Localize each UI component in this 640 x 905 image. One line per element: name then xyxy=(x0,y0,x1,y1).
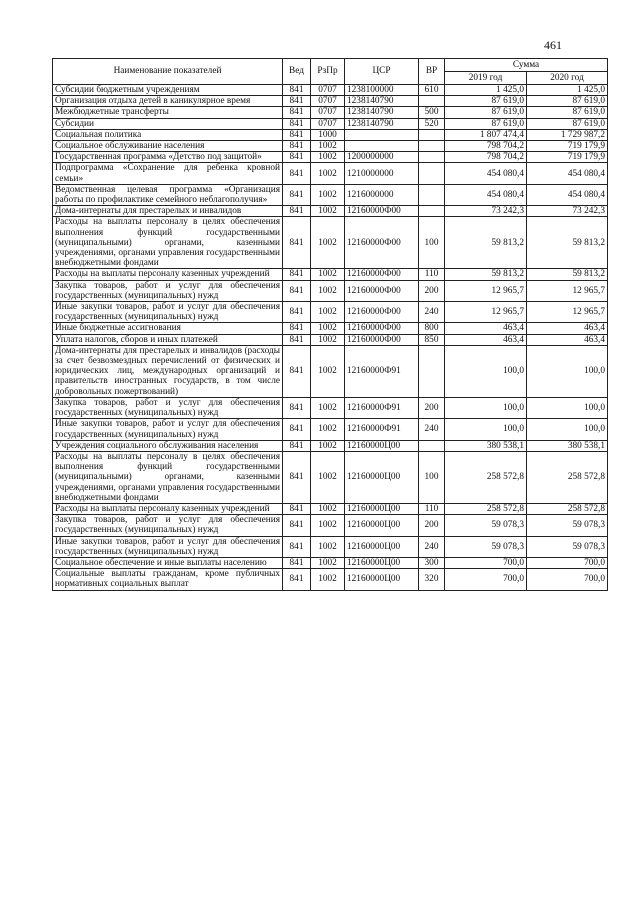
cell-sum-2019: 59 078,3 xyxy=(445,536,527,557)
cell-vr: 300 xyxy=(419,557,445,568)
cell-vr xyxy=(419,440,445,451)
table-row xyxy=(53,440,608,451)
cell-csr: 12160000Ф00 xyxy=(345,302,419,323)
header-rzpr: РзПр xyxy=(311,59,345,85)
table-row xyxy=(53,269,608,280)
cell-csr: 12160000Ф00 xyxy=(345,323,419,334)
cell-name: Уплата налогов, сборов и иных платежей xyxy=(53,334,283,345)
cell-sum-2019: 100,0 xyxy=(445,419,527,440)
cell-name: Субсидии бюджетным учреждениям xyxy=(53,85,283,96)
cell-ved: 841 xyxy=(283,419,311,440)
cell-ved: 841 xyxy=(283,515,311,536)
table-row xyxy=(53,96,608,107)
cell-sum-2020: 258 572,8 xyxy=(527,451,608,503)
cell-rzpr: 1002 xyxy=(311,184,345,205)
cell-name: Иные закупки товаров, работ и услуг для обеспечения государственных (муниципальных) нужд xyxy=(53,419,283,440)
cell-sum-2020: 719 179,9 xyxy=(527,152,608,163)
cell-name: Учреждения социального обслуживания населения xyxy=(53,440,283,451)
cell-csr: 12160000Ф00 xyxy=(345,217,419,269)
cell-vr: 520 xyxy=(419,118,445,129)
cell-ved: 841 xyxy=(283,440,311,451)
cell-vr: 100 xyxy=(419,451,445,503)
cell-sum-2019: 454 080,4 xyxy=(445,163,527,184)
cell-rzpr: 1002 xyxy=(311,206,345,217)
cell-name: Социальная политика xyxy=(53,129,283,140)
table-row xyxy=(53,515,608,536)
cell-csr: 12160000Ф00 xyxy=(345,269,419,280)
cell-rzpr: 1002 xyxy=(311,397,345,418)
header-vr: ВР xyxy=(419,59,445,85)
cell-vr: 200 xyxy=(419,280,445,301)
cell-csr: 1200000000 xyxy=(345,152,419,163)
cell-rzpr: 1000 xyxy=(311,129,345,140)
table-row xyxy=(53,206,608,217)
cell-name: Закупка товаров, работ и услуг для обеспечения государственных (муниципальных) нужд xyxy=(53,280,283,301)
cell-csr: 12160000Ф91 xyxy=(345,419,419,440)
table-row xyxy=(53,536,608,557)
cell-rzpr: 1002 xyxy=(311,557,345,568)
cell-sum-2020: 1 729 987,2 xyxy=(527,129,608,140)
header-ved: Вед xyxy=(283,59,311,85)
cell-csr: 1238140790 xyxy=(345,96,419,107)
table-row xyxy=(53,152,608,163)
cell-name: Государственная программа «Детство под защитой» xyxy=(53,152,283,163)
header-year-2019: 2019 год xyxy=(445,72,527,85)
cell-sum-2020: 87 619,0 xyxy=(527,96,608,107)
cell-rzpr: 1002 xyxy=(311,141,345,152)
cell-sum-2019: 258 572,8 xyxy=(445,451,527,503)
cell-ved: 841 xyxy=(283,96,311,107)
cell-rzpr: 1002 xyxy=(311,345,345,397)
cell-name: Расходы на выплаты персоналу в целях обеспечения выполнения функций государственными (муниципальными) органами, казенными учреждениями, органами управления государственными внебюджетными фондами xyxy=(53,217,283,269)
cell-sum-2019: 59 813,2 xyxy=(445,217,527,269)
cell-sum-2020: 12 965,7 xyxy=(527,280,608,301)
cell-ved: 841 xyxy=(283,557,311,568)
cell-name: Закупка товаров, работ и услуг для обеспечения государственных (муниципальных) нужд xyxy=(53,515,283,536)
cell-rzpr: 1002 xyxy=(311,152,345,163)
cell-vr xyxy=(419,152,445,163)
cell-ved: 841 xyxy=(283,163,311,184)
table-row xyxy=(53,557,608,568)
cell-name: Социальное обслуживание населения xyxy=(53,141,283,152)
cell-name: Дома-интернаты для престарелых и инвалидов xyxy=(53,206,283,217)
table-row xyxy=(53,280,608,301)
cell-csr: 12160000Ц00 xyxy=(345,557,419,568)
cell-sum-2019: 12 965,7 xyxy=(445,302,527,323)
cell-vr: 320 xyxy=(419,569,445,590)
cell-csr: 12160000Ф00 xyxy=(345,206,419,217)
cell-rzpr: 1002 xyxy=(311,280,345,301)
cell-csr: 1238100000 xyxy=(345,85,419,96)
cell-sum-2019: 700,0 xyxy=(445,557,527,568)
cell-vr: 610 xyxy=(419,85,445,96)
cell-vr xyxy=(419,163,445,184)
cell-sum-2020: 87 619,0 xyxy=(527,107,608,118)
cell-vr: 110 xyxy=(419,269,445,280)
cell-ved: 841 xyxy=(283,451,311,503)
cell-name: Субсидии xyxy=(53,118,283,129)
table-row xyxy=(53,419,608,440)
cell-name: Ведомственная целевая программа «Организация работы по профилактике семейного неблагополучия» xyxy=(53,184,283,205)
cell-sum-2019: 700,0 xyxy=(445,569,527,590)
header-year-2020: 2020 год xyxy=(527,72,608,85)
cell-rzpr: 1002 xyxy=(311,334,345,345)
cell-name: Расходы на выплаты персоналу в целях обеспечения выполнения функций государственными (муниципальными) органами, казенными учреждениями, органами управления государственными внебюджетными фондами xyxy=(53,451,283,503)
cell-ved: 841 xyxy=(283,345,311,397)
cell-sum-2020: 463,4 xyxy=(527,323,608,334)
cell-ved: 841 xyxy=(283,397,311,418)
cell-ved: 841 xyxy=(283,152,311,163)
cell-ved: 841 xyxy=(283,323,311,334)
cell-vr: 110 xyxy=(419,503,445,514)
cell-rzpr: 1002 xyxy=(311,503,345,514)
cell-sum-2019: 798 704,2 xyxy=(445,152,527,163)
cell-sum-2019: 87 619,0 xyxy=(445,96,527,107)
cell-csr: 12160000Ф00 xyxy=(345,334,419,345)
cell-ved: 841 xyxy=(283,184,311,205)
cell-name: Организация отдыха детей в каникулярное время xyxy=(53,96,283,107)
cell-name: Иные бюджетные ассигнования xyxy=(53,323,283,334)
cell-name: Расходы на выплаты персоналу казенных учреждений xyxy=(53,269,283,280)
cell-sum-2019: 380 538,1 xyxy=(445,440,527,451)
header-name: Наименование показателей xyxy=(53,59,283,85)
page-number: 461 xyxy=(544,38,562,52)
cell-rzpr: 1002 xyxy=(311,419,345,440)
cell-csr xyxy=(345,141,419,152)
cell-ved: 841 xyxy=(283,569,311,590)
cell-sum-2020: 59 813,2 xyxy=(527,217,608,269)
cell-sum-2019: 100,0 xyxy=(445,397,527,418)
cell-sum-2020: 87 619,0 xyxy=(527,118,608,129)
cell-csr: 1210000000 xyxy=(345,163,419,184)
cell-vr: 240 xyxy=(419,302,445,323)
table-row xyxy=(53,118,608,129)
cell-vr xyxy=(419,96,445,107)
cell-csr: 12160000Ф91 xyxy=(345,345,419,397)
cell-name: Закупка товаров, работ и услуг для обеспечения государственных (муниципальных) нужд xyxy=(53,397,283,418)
cell-csr: 12160000Ф00 xyxy=(345,280,419,301)
table-row xyxy=(53,569,608,590)
cell-sum-2019: 87 619,0 xyxy=(445,118,527,129)
cell-name: Социальные выплаты гражданам, кроме публичных нормативных социальных выплат xyxy=(53,569,283,590)
cell-csr: 12160000Ц00 xyxy=(345,440,419,451)
cell-name: Иные закупки товаров, работ и услуг для обеспечения государственных (муниципальных) нужд xyxy=(53,302,283,323)
cell-sum-2020: 100,0 xyxy=(527,419,608,440)
cell-sum-2019: 1 807 474,4 xyxy=(445,129,527,140)
cell-rzpr: 0707 xyxy=(311,107,345,118)
table-row xyxy=(53,184,608,205)
cell-sum-2020: 719 179,9 xyxy=(527,141,608,152)
header-csr: ЦСР xyxy=(345,59,419,85)
cell-sum-2019: 100,0 xyxy=(445,345,527,397)
cell-sum-2020: 100,0 xyxy=(527,397,608,418)
cell-rzpr: 1002 xyxy=(311,217,345,269)
table-header xyxy=(53,59,608,85)
cell-csr: 12160000Ц00 xyxy=(345,569,419,590)
table-body xyxy=(53,85,608,591)
cell-sum-2020: 454 080,4 xyxy=(527,163,608,184)
cell-rzpr: 1002 xyxy=(311,536,345,557)
cell-sum-2020: 463,4 xyxy=(527,334,608,345)
cell-vr xyxy=(419,345,445,397)
cell-vr: 800 xyxy=(419,323,445,334)
budget-table xyxy=(52,58,608,591)
cell-csr: 12160000Ф91 xyxy=(345,397,419,418)
cell-ved: 841 xyxy=(283,129,311,140)
cell-vr: 850 xyxy=(419,334,445,345)
cell-rzpr: 1002 xyxy=(311,163,345,184)
cell-vr: 100 xyxy=(419,217,445,269)
cell-vr xyxy=(419,129,445,140)
cell-sum-2019: 798 704,2 xyxy=(445,141,527,152)
cell-csr xyxy=(345,129,419,140)
cell-csr: 12160000Ц00 xyxy=(345,503,419,514)
cell-csr: 12160000Ц00 xyxy=(345,536,419,557)
cell-sum-2020: 258 572,8 xyxy=(527,503,608,514)
cell-vr xyxy=(419,141,445,152)
cell-ved: 841 xyxy=(283,269,311,280)
header-sum: Сумма xyxy=(445,59,608,72)
table-row xyxy=(53,163,608,184)
cell-rzpr: 0707 xyxy=(311,85,345,96)
cell-name: Иные закупки товаров, работ и услуг для обеспечения государственных (муниципальных) нужд xyxy=(53,536,283,557)
cell-rzpr: 1002 xyxy=(311,302,345,323)
cell-sum-2019: 87 619,0 xyxy=(445,107,527,118)
table-row xyxy=(53,345,608,397)
cell-sum-2020: 700,0 xyxy=(527,557,608,568)
cell-sum-2020: 59 078,3 xyxy=(527,515,608,536)
cell-ved: 841 xyxy=(283,107,311,118)
cell-csr: 12160000Ц00 xyxy=(345,451,419,503)
cell-sum-2019: 463,4 xyxy=(445,334,527,345)
cell-sum-2019: 12 965,7 xyxy=(445,280,527,301)
cell-csr: 1238140790 xyxy=(345,107,419,118)
table-row xyxy=(53,217,608,269)
cell-ved: 841 xyxy=(283,536,311,557)
cell-name: Дома-интернаты для престарелых и инвалидов (расходы за счет безвозмездных перечислений от физических и юридических лиц, международных организаций и правительств иностранных государств, в том числе добровольных пожертвований) xyxy=(53,345,283,397)
cell-name: Подпрограмма «Сохранение для ребенка кровной семьи» xyxy=(53,163,283,184)
cell-csr: 12160000Ц00 xyxy=(345,515,419,536)
cell-ved: 841 xyxy=(283,217,311,269)
table-row xyxy=(53,302,608,323)
cell-rzpr: 0707 xyxy=(311,118,345,129)
cell-vr: 200 xyxy=(419,515,445,536)
cell-sum-2019: 59 078,3 xyxy=(445,515,527,536)
table-row xyxy=(53,323,608,334)
cell-sum-2019: 463,4 xyxy=(445,323,527,334)
cell-sum-2019: 258 572,8 xyxy=(445,503,527,514)
cell-sum-2019: 454 080,4 xyxy=(445,184,527,205)
cell-sum-2020: 59 078,3 xyxy=(527,536,608,557)
cell-sum-2019: 1 425,0 xyxy=(445,85,527,96)
cell-vr: 200 xyxy=(419,397,445,418)
cell-ved: 841 xyxy=(283,85,311,96)
cell-rzpr: 1002 xyxy=(311,323,345,334)
cell-ved: 841 xyxy=(283,302,311,323)
cell-rzpr: 1002 xyxy=(311,451,345,503)
cell-ved: 841 xyxy=(283,334,311,345)
cell-sum-2020: 454 080,4 xyxy=(527,184,608,205)
table-row xyxy=(53,85,608,96)
cell-vr xyxy=(419,206,445,217)
cell-csr: 1216000000 xyxy=(345,184,419,205)
cell-sum-2019: 59 813,2 xyxy=(445,269,527,280)
cell-csr: 1238140790 xyxy=(345,118,419,129)
cell-ved: 841 xyxy=(283,280,311,301)
cell-sum-2020: 100,0 xyxy=(527,345,608,397)
cell-ved: 841 xyxy=(283,118,311,129)
cell-sum-2020: 1 425,0 xyxy=(527,85,608,96)
table-row xyxy=(53,334,608,345)
table-row xyxy=(53,141,608,152)
cell-vr: 500 xyxy=(419,107,445,118)
cell-name: Расходы на выплаты персоналу казенных учреждений xyxy=(53,503,283,514)
cell-rzpr: 1002 xyxy=(311,569,345,590)
cell-rzpr: 1002 xyxy=(311,269,345,280)
cell-vr: 240 xyxy=(419,419,445,440)
cell-sum-2019: 73 242,3 xyxy=(445,206,527,217)
cell-sum-2020: 700,0 xyxy=(527,569,608,590)
cell-vr: 240 xyxy=(419,536,445,557)
cell-rzpr: 1002 xyxy=(311,515,345,536)
table-row xyxy=(53,397,608,418)
table-row xyxy=(53,107,608,118)
cell-sum-2020: 12 965,7 xyxy=(527,302,608,323)
cell-sum-2020: 59 813,2 xyxy=(527,269,608,280)
cell-name: Социальное обеспечение и иные выплаты населению xyxy=(53,557,283,568)
cell-rzpr: 0707 xyxy=(311,96,345,107)
cell-rzpr: 1002 xyxy=(311,440,345,451)
cell-ved: 841 xyxy=(283,206,311,217)
table-row xyxy=(53,503,608,514)
cell-sum-2020: 73 242,3 xyxy=(527,206,608,217)
table-row xyxy=(53,451,608,503)
cell-ved: 841 xyxy=(283,141,311,152)
cell-name: Межбюджетные трансферты xyxy=(53,107,283,118)
cell-sum-2020: 380 538,1 xyxy=(527,440,608,451)
cell-ved: 841 xyxy=(283,503,311,514)
cell-vr xyxy=(419,184,445,205)
table-row xyxy=(53,129,608,140)
